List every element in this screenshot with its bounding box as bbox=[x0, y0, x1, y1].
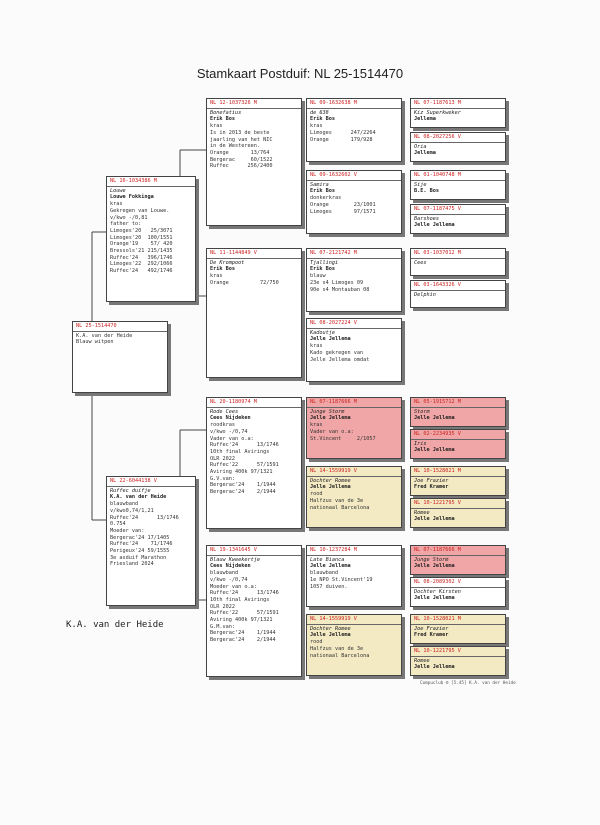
owner-signature: K.A. van der Heide bbox=[66, 620, 164, 630]
pigeon-detail-line: OLR 2022 bbox=[210, 603, 235, 610]
ring-number: NL 08-2027256 V bbox=[414, 134, 461, 140]
ggf-mf-card[interactable] bbox=[306, 397, 402, 459]
ring-number: NL 20-1180974 M bbox=[210, 399, 257, 405]
subject-ring: NL 25-1514470 bbox=[76, 323, 117, 329]
pigeon-owner: Jelle Jellema bbox=[414, 563, 455, 570]
pigeon-owner bbox=[411, 266, 505, 273]
pigeon-detail-line: Limoges'22 292/1066 bbox=[110, 261, 173, 268]
pigeon-detail-line: blauw bbox=[310, 273, 326, 280]
ring-number: NL 10-1237284 M bbox=[310, 547, 357, 553]
page-title: Stamkaart Postduif: NL 25-1514470 bbox=[196, 66, 404, 81]
pigeon-detail-line: Limoges 247/2264 bbox=[310, 129, 376, 136]
pigeon-owner bbox=[411, 298, 505, 305]
pigeon-detail-line: Moeder van: bbox=[110, 527, 145, 534]
gen4-card-9[interactable] bbox=[410, 466, 506, 496]
ggm-mm-card[interactable] bbox=[306, 614, 402, 676]
pigeon-detail-line: blauwband bbox=[310, 570, 339, 577]
pigeon-name: Cees bbox=[414, 259, 427, 266]
ggm-fm-card[interactable] bbox=[306, 318, 402, 382]
pigeon-detail-line: Jelle Jellema omdat bbox=[310, 356, 370, 363]
pigeon-owner: Jelle Jellema bbox=[310, 484, 351, 491]
pigeon-owner: B.E. Bos bbox=[414, 188, 439, 195]
pigeon-owner: Jellema bbox=[414, 116, 436, 123]
pigeon-detail-line: v/kwo -/0,74 bbox=[210, 428, 248, 435]
pigeon-detail-line: Ruffec'24 13/1746 bbox=[110, 514, 179, 521]
ring-number: NL 03-1037012 M bbox=[414, 250, 461, 256]
pigeon-name: Dochter Romee bbox=[310, 625, 351, 632]
grandmother-maternal-card[interactable] bbox=[206, 545, 302, 677]
pigeon-detail-line: kras bbox=[210, 273, 223, 280]
pigeon-detail-line: 10th final Avirings bbox=[210, 596, 270, 603]
pigeon-owner: Jellema bbox=[414, 150, 436, 157]
gen4-card-5[interactable] bbox=[410, 248, 506, 276]
pigeon-detail-line: G.V.van: bbox=[210, 475, 235, 482]
pigeon-detail-line: Is in 2013 de beste bbox=[210, 129, 270, 136]
pigeon-detail-line: Orange 72/750 bbox=[210, 279, 279, 286]
pigeon-name: De Krompoot bbox=[210, 259, 245, 266]
pigeon-name: Delphin bbox=[414, 291, 436, 298]
pigeon-detail-line: Bergerac'24 1/1944 bbox=[210, 630, 276, 637]
pigeon-detail-line: Kado gekregen van bbox=[310, 349, 364, 356]
ring-number: NL 09-1632602 V bbox=[310, 172, 357, 178]
ring-number: NL 08-2089302 V bbox=[414, 579, 461, 585]
pigeon-name: Louwe bbox=[110, 187, 126, 194]
subject-color: Blauw witpen bbox=[76, 339, 114, 346]
pigeon-detail-line: Ruffec'24 396/1746 bbox=[110, 254, 173, 261]
subject-name: K.A. van der Heide bbox=[76, 332, 133, 339]
ring-number: NL 07-2121742 M bbox=[310, 250, 357, 256]
pigeon-name: Storm bbox=[414, 408, 430, 415]
pigeon-owner: Jelle Jellema bbox=[310, 415, 351, 422]
ring-number: NL 12-1037326 M bbox=[210, 100, 257, 106]
gen4-card-6[interactable] bbox=[410, 280, 506, 308]
footer-credit: Compuclub ® [5.45] K.A. van der Heide bbox=[420, 681, 516, 686]
pigeon-detail-line: Bergerac 60/1522 bbox=[210, 156, 273, 163]
pigeon-name: Ruffec duifje bbox=[110, 487, 151, 494]
pigeon-detail-line: Ruffec'22 57/1591 bbox=[210, 462, 279, 469]
ring-number: NL 07-1187666 M bbox=[310, 399, 357, 405]
pigeon-name: Sije bbox=[414, 181, 427, 188]
pigeon-name: Barshoes bbox=[414, 215, 439, 222]
ring-number: NL 01-1040748 M bbox=[414, 172, 461, 178]
pigeon-detail-line: Aviring 400k 97/1321 bbox=[210, 469, 273, 476]
gen4-card-8[interactable] bbox=[410, 429, 506, 459]
pigeon-owner: Erik Bos bbox=[210, 266, 235, 273]
ggm-mf-card[interactable] bbox=[306, 466, 402, 528]
ring-number: NL 05-1915712 M bbox=[414, 399, 461, 405]
pigeon-detail-line: kras bbox=[210, 123, 223, 130]
ring-number: NL 10-1528021 M bbox=[414, 468, 461, 474]
pigeon-detail-line: Limoges 97/1571 bbox=[310, 208, 376, 215]
pigeon-detail-line: Vader van o.a: bbox=[310, 428, 354, 435]
gen4-card-12[interactable] bbox=[410, 577, 506, 607]
grandmother-paternal-card[interactable] bbox=[206, 248, 302, 378]
pigeon-detail-line: Halfzus van de 3e bbox=[310, 645, 364, 652]
pigeon-detail-line: Orange 23/1001 bbox=[310, 201, 376, 208]
ring-number: NL 09-1632638 M bbox=[310, 100, 357, 106]
pigeon-name: Rode Cees bbox=[210, 408, 239, 415]
pigeon-detail-line: roodkras bbox=[210, 422, 235, 429]
gen4-card-7[interactable] bbox=[410, 397, 506, 427]
pigeon-name: Junge Storm bbox=[414, 556, 449, 563]
pigeon-detail-line: kras bbox=[310, 343, 323, 350]
pigeon-owner: Jelle Jellema bbox=[414, 222, 455, 229]
pigeon-name: Bonefatius bbox=[210, 109, 242, 116]
pigeon-detail-line: Ruffec'24 13/1746 bbox=[210, 442, 279, 449]
pigeon-owner: Jelle Jellema bbox=[414, 415, 455, 422]
ring-number: NL 22-6044138 V bbox=[110, 478, 157, 484]
ring-number: NL 10-1221795 V bbox=[414, 500, 461, 506]
pigeon-name: Joe Frazier bbox=[414, 625, 449, 632]
pigeon-detail-line: OLR 2022 bbox=[210, 455, 235, 462]
pigeon-owner: Jelle Jellema bbox=[310, 336, 351, 343]
pigeon-name: Samira bbox=[310, 181, 329, 188]
gen4-card-3[interactable] bbox=[410, 170, 506, 200]
ring-number: NL 10-1221795 V bbox=[414, 648, 461, 654]
gen4-card-10[interactable] bbox=[410, 498, 506, 528]
pigeon-detail-line: Limoges'20 25/3071 bbox=[110, 227, 173, 234]
pigeon-detail-line: Friesland 2024 bbox=[110, 561, 154, 568]
pigeon-detail-line: rood bbox=[310, 639, 323, 646]
pigeon-detail-line: Bergerac'24 17/1405 bbox=[110, 534, 170, 541]
pigeon-name: Iris bbox=[414, 440, 427, 447]
pigeon-owner: Jelle Jellema bbox=[414, 664, 455, 671]
pigeon-name: Joe Frazier bbox=[414, 477, 449, 484]
pigeon-detail-line: 0.754 bbox=[110, 521, 126, 528]
grandfather-maternal-card[interactable] bbox=[206, 397, 302, 529]
pigeon-detail-line: 23e s4 Limoges 09 bbox=[310, 279, 364, 286]
ggf-fm-card[interactable] bbox=[306, 248, 402, 312]
pigeon-detail-line: Orange 179/928 bbox=[310, 136, 373, 143]
ring-number: NL 16-1034386 M bbox=[110, 178, 157, 184]
pigeon-detail-line: kras bbox=[110, 201, 123, 208]
ggf-mm-card[interactable] bbox=[306, 545, 402, 607]
ggm-ff-card[interactable] bbox=[306, 170, 402, 234]
pigeon-name: Dochter Romee bbox=[310, 477, 351, 484]
pigeon-detail-line: 90e s4 Montauban 08 bbox=[310, 286, 370, 293]
pigeon-detail-line: Perigeux'24 59/1555 bbox=[110, 548, 170, 555]
pigeon-detail-line: 1e NPO St.Vincent'19 bbox=[310, 576, 373, 583]
father-card[interactable] bbox=[106, 176, 196, 302]
pigeon-detail-line: Bergerac'24 1/1944 bbox=[210, 482, 276, 489]
pigeon-owner: Jelle Jellema bbox=[310, 632, 351, 639]
pigeon-owner: Jelle Jellema bbox=[414, 447, 455, 454]
pigeon-detail-line: Aviring 400k 97/1321 bbox=[210, 617, 273, 624]
pigeon-owner: Erik Bos bbox=[310, 266, 335, 273]
pigeon-name: Kadoutje bbox=[310, 329, 335, 336]
pigeon-detail-line: Moeder van o.a: bbox=[210, 583, 257, 590]
pigeon-name: de 638 bbox=[310, 109, 329, 116]
pigeon-owner: Erik Bos bbox=[310, 188, 335, 195]
pigeon-detail-line: Limoges'20 100/1551 bbox=[110, 234, 173, 241]
pigeon-owner: Jelle Jellema bbox=[414, 595, 455, 602]
subject-card[interactable] bbox=[72, 321, 168, 393]
ring-number: NL 03-1643326 V bbox=[414, 282, 461, 288]
pigeon-detail-line: v/kwo -/0,81 bbox=[110, 214, 148, 221]
pigeon-detail-line: Ruffec'24 13/1746 bbox=[210, 590, 279, 597]
pigeon-detail-line: nationaal Barcelona bbox=[310, 504, 370, 511]
pigeon-detail-line: Gekregen van Louwe. bbox=[110, 207, 170, 214]
pigeon-owner: Jelle Jellema bbox=[414, 516, 455, 523]
pigeon-detail-line: Bergerac'24 2/1944 bbox=[210, 637, 276, 644]
pigeon-owner: K.A. van der Heide bbox=[110, 494, 167, 501]
pigeon-detail-line: kras bbox=[310, 422, 323, 429]
ring-number: NL 19-1341645 V bbox=[210, 547, 257, 553]
gen4-card-14[interactable] bbox=[410, 646, 506, 676]
pigeon-detail-line: jaarling van het NIC bbox=[210, 136, 273, 143]
pigeon-detail-line: Bergerac'24 2/1944 bbox=[210, 489, 276, 496]
pigeon-detail-line: 1057 duiven. bbox=[310, 583, 348, 590]
pigeon-name: Oria bbox=[414, 143, 427, 150]
pigeon-detail-line: nationaal Barcelona bbox=[310, 652, 370, 659]
gen4-card-1[interactable] bbox=[410, 98, 506, 128]
pigeon-owner: Jelle Jellema bbox=[310, 563, 351, 570]
ring-number: NL 07-1187666 M bbox=[414, 547, 461, 553]
pigeon-detail-line: rood bbox=[310, 491, 323, 498]
mother-card[interactable] bbox=[106, 476, 196, 606]
pigeon-owner: Cees Nijdeken bbox=[210, 415, 251, 422]
pigeon-name: Kiz Superkweker bbox=[414, 109, 461, 116]
pigeon-name: Tjallingi bbox=[310, 259, 339, 266]
pigeon-detail-line: blauwband bbox=[210, 570, 239, 577]
ring-number: NL 08-2027224 V bbox=[310, 320, 357, 326]
pigeon-name: Blauw Kweekertje bbox=[210, 556, 260, 563]
pigeon-detail-line: kras bbox=[310, 123, 323, 130]
ggf-ff-card[interactable] bbox=[306, 98, 402, 162]
grandfather-paternal-card[interactable] bbox=[206, 98, 302, 226]
pigeon-detail-line: blauwband bbox=[110, 501, 139, 508]
pigeon-detail-line: Ruffec'24 492/1746 bbox=[110, 268, 173, 275]
gen4-card-2[interactable] bbox=[410, 132, 506, 162]
pigeon-detail-line: Orange'19 57/ 420 bbox=[110, 241, 173, 248]
pigeon-detail-line: Ruffec'24 71/1746 bbox=[110, 541, 173, 548]
pigeon-name: Romee bbox=[414, 509, 430, 516]
pigeon-owner: Erik Bos bbox=[310, 116, 335, 123]
pigeon-owner: Fred Kramer bbox=[414, 484, 449, 491]
pigeon-detail-line: 10th final Avirings bbox=[210, 448, 270, 455]
pigeon-detail-line: v/kwo -/0,74 bbox=[210, 576, 248, 583]
gen4-card-4[interactable] bbox=[410, 204, 506, 234]
gen4-card-11[interactable] bbox=[410, 545, 506, 575]
pigeon-name: Junge Storm bbox=[310, 408, 345, 415]
ring-number: NL 10-1528021 M bbox=[414, 616, 461, 622]
pigeon-owner: Erik Bos bbox=[210, 116, 235, 123]
pigeon-name: Late Bianca bbox=[310, 556, 345, 563]
pigeon-detail-line: Bressols'21 215/1435 bbox=[110, 248, 173, 255]
pigeon-detail-line: Vader van o.a: bbox=[210, 435, 254, 442]
ring-number: NL 11-1144849 V bbox=[210, 250, 257, 256]
pigeon-detail-line: in de Westereen. bbox=[210, 143, 260, 150]
pigeon-name: Dochter Kirsten bbox=[414, 588, 461, 595]
ring-number: NL 14-1559919 V bbox=[310, 468, 357, 474]
pigeon-detail-line: v/kwo0,74/1,21 bbox=[110, 507, 154, 514]
pigeon-owner: Fred Kramer bbox=[414, 632, 449, 639]
pigeon-detail-line: 3e asduif Marathon bbox=[110, 554, 167, 561]
ring-number: NL 07-1187475 V bbox=[414, 206, 461, 212]
ring-number: NL 14-1559919 V bbox=[310, 616, 357, 622]
pigeon-name: Romee bbox=[414, 657, 430, 664]
pigeon-owner: Louwe Fokkinga bbox=[110, 194, 154, 201]
gen4-card-13[interactable] bbox=[410, 614, 506, 644]
pigeon-detail-line: Ruffec'22 57/1591 bbox=[210, 610, 279, 617]
pigeon-owner: Cees Nijdeken bbox=[210, 563, 251, 570]
pigeon-detail-line: Halfzus van de 3e bbox=[310, 497, 364, 504]
ring-number: NL 07-1187613 M bbox=[414, 100, 461, 106]
pigeon-detail-line: Ruffec 256/2400 bbox=[210, 163, 273, 170]
pigeon-detail-line: Orange 13/764 bbox=[210, 149, 270, 156]
pigeon-detail-line: G.M.van: bbox=[210, 623, 235, 630]
pigeon-detail-line: St.Vincent 2/1057 bbox=[310, 435, 376, 442]
pigeon-detail-line: father to: bbox=[110, 221, 142, 228]
pigeon-detail-line: donkerkras bbox=[310, 195, 342, 202]
ring-number: NL 02-2234935 V bbox=[414, 431, 461, 437]
